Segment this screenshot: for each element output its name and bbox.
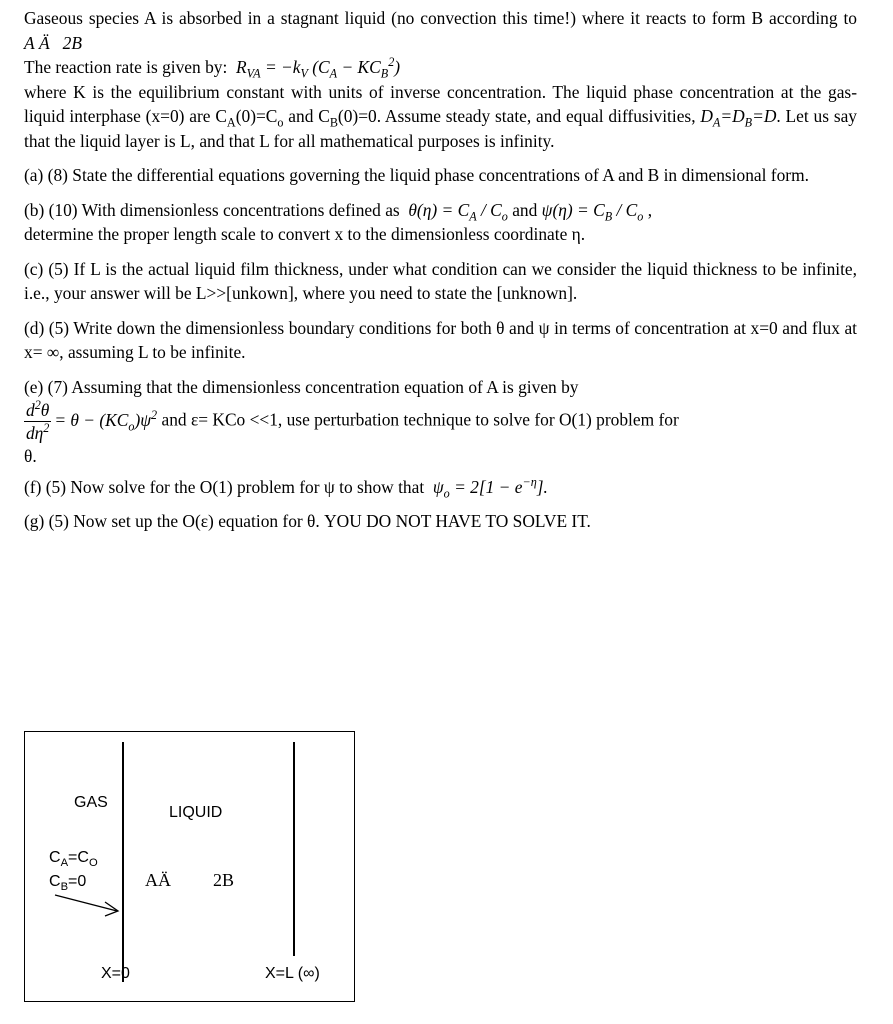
question-f (24, 475, 857, 500)
flux-arrow-icon (25, 732, 356, 1003)
question-e-equation: = $\theta - (KC_o)\psi^2$ (54, 407, 158, 433)
xl-label: X=L (∞) (265, 965, 320, 982)
liquid-label: LIQUID (169, 804, 223, 821)
question-e (24, 375, 857, 469)
reaction-equation: A Ä 2B (24, 32, 82, 53)
reaction-left-label: AÄ (145, 870, 171, 890)
question-a: (a) (8) State the differential equations governing the liquid phase concentrations of A and B in dimensional form. (24, 165, 809, 185)
question-b-equation: $\theta(\eta) = C_A / C_o$ (404, 199, 508, 223)
intro-line1: Gaseous species A is absorbed in a stagnant liquid (no convection this time!) where it reacts to form B according to (24, 8, 857, 28)
rate-paragraph (24, 55, 857, 80)
question-g: (g) (5) Now set up the O(ε) equation for θ. YOU DO NOT HAVE TO SOLVE IT. (24, 511, 591, 531)
gas-label: GAS (74, 794, 108, 811)
reaction-right-label: 2B (213, 870, 235, 890)
rate-prefix: The reaction rate is given by: (24, 57, 228, 77)
rate-equation: $R_{VA} = -k_V$ $(C_A - KC_B^2)$ (231, 55, 401, 81)
question-f-pre: (f) (5) Now solve for the O(1) problem for ψ to show that (24, 476, 425, 497)
gas-liquid-diagram (24, 731, 355, 1002)
question-c: (c) (5) If L is the actual liquid film thickness, under what condition can we consider the liquid thickness to be infinite, i.e., your answer will be L>>[unkown], where you need to state the [unknown]. (24, 258, 857, 303)
question-e-end: θ. (24, 446, 37, 466)
problem-text (24, 6, 857, 534)
intro-paragraph (24, 6, 857, 55)
question-b: (b) (10) With dimensionless concentrations defined as $\theta(\eta) = C_A / C_o$ and $\psi(\eta) = C_B / C_o$ , determine the proper length scale to convert x to the dimensionless coordinate η. (24, 199, 653, 244)
intro-body: where K is the equilibrium constant with units of inverse concentration. The liquid phase concentration at the gas-liquid interphase (x=0) are $C_A(0)=C_o$ and $C_B(0)=0$. Assume steady state, and equal diffusivities, $D_A=D_B=D$. Let us say that the liquid layer is L, and that L for all mathematical purposes is infinity. (24, 81, 857, 151)
question-e-post: and ε= KCo <<1, use perturbation technique to solve for O(1) problem for (161, 409, 679, 430)
question-f-equation: $\psi_o = 2[1 - e^{-\eta}]$. (428, 474, 548, 500)
question-b-post: determine the proper length scale to convert x to the dimensionless coordinate η. (24, 224, 586, 244)
cb-label: $C_B=0$ (49, 873, 87, 894)
question-d: (d) (5) Write down the dimensionless boundary conditions for both θ and ψ in terms of concentration at x=0 and flux at x= ∞, assuming L to be infinite. (24, 317, 857, 362)
x0-label: X=0 (101, 965, 130, 982)
question-b-pre: (b) (10) With dimensionless concentrations defined as (24, 199, 400, 220)
question-e-pre: (e) (7) Assuming that the dimensionless concentration equation of A is given by (24, 376, 579, 397)
ca-label: $C_A=C_O$ (49, 849, 98, 870)
second-derivative-fraction: $\frac{d^2\theta}{d\eta^2}$ (25, 398, 50, 443)
